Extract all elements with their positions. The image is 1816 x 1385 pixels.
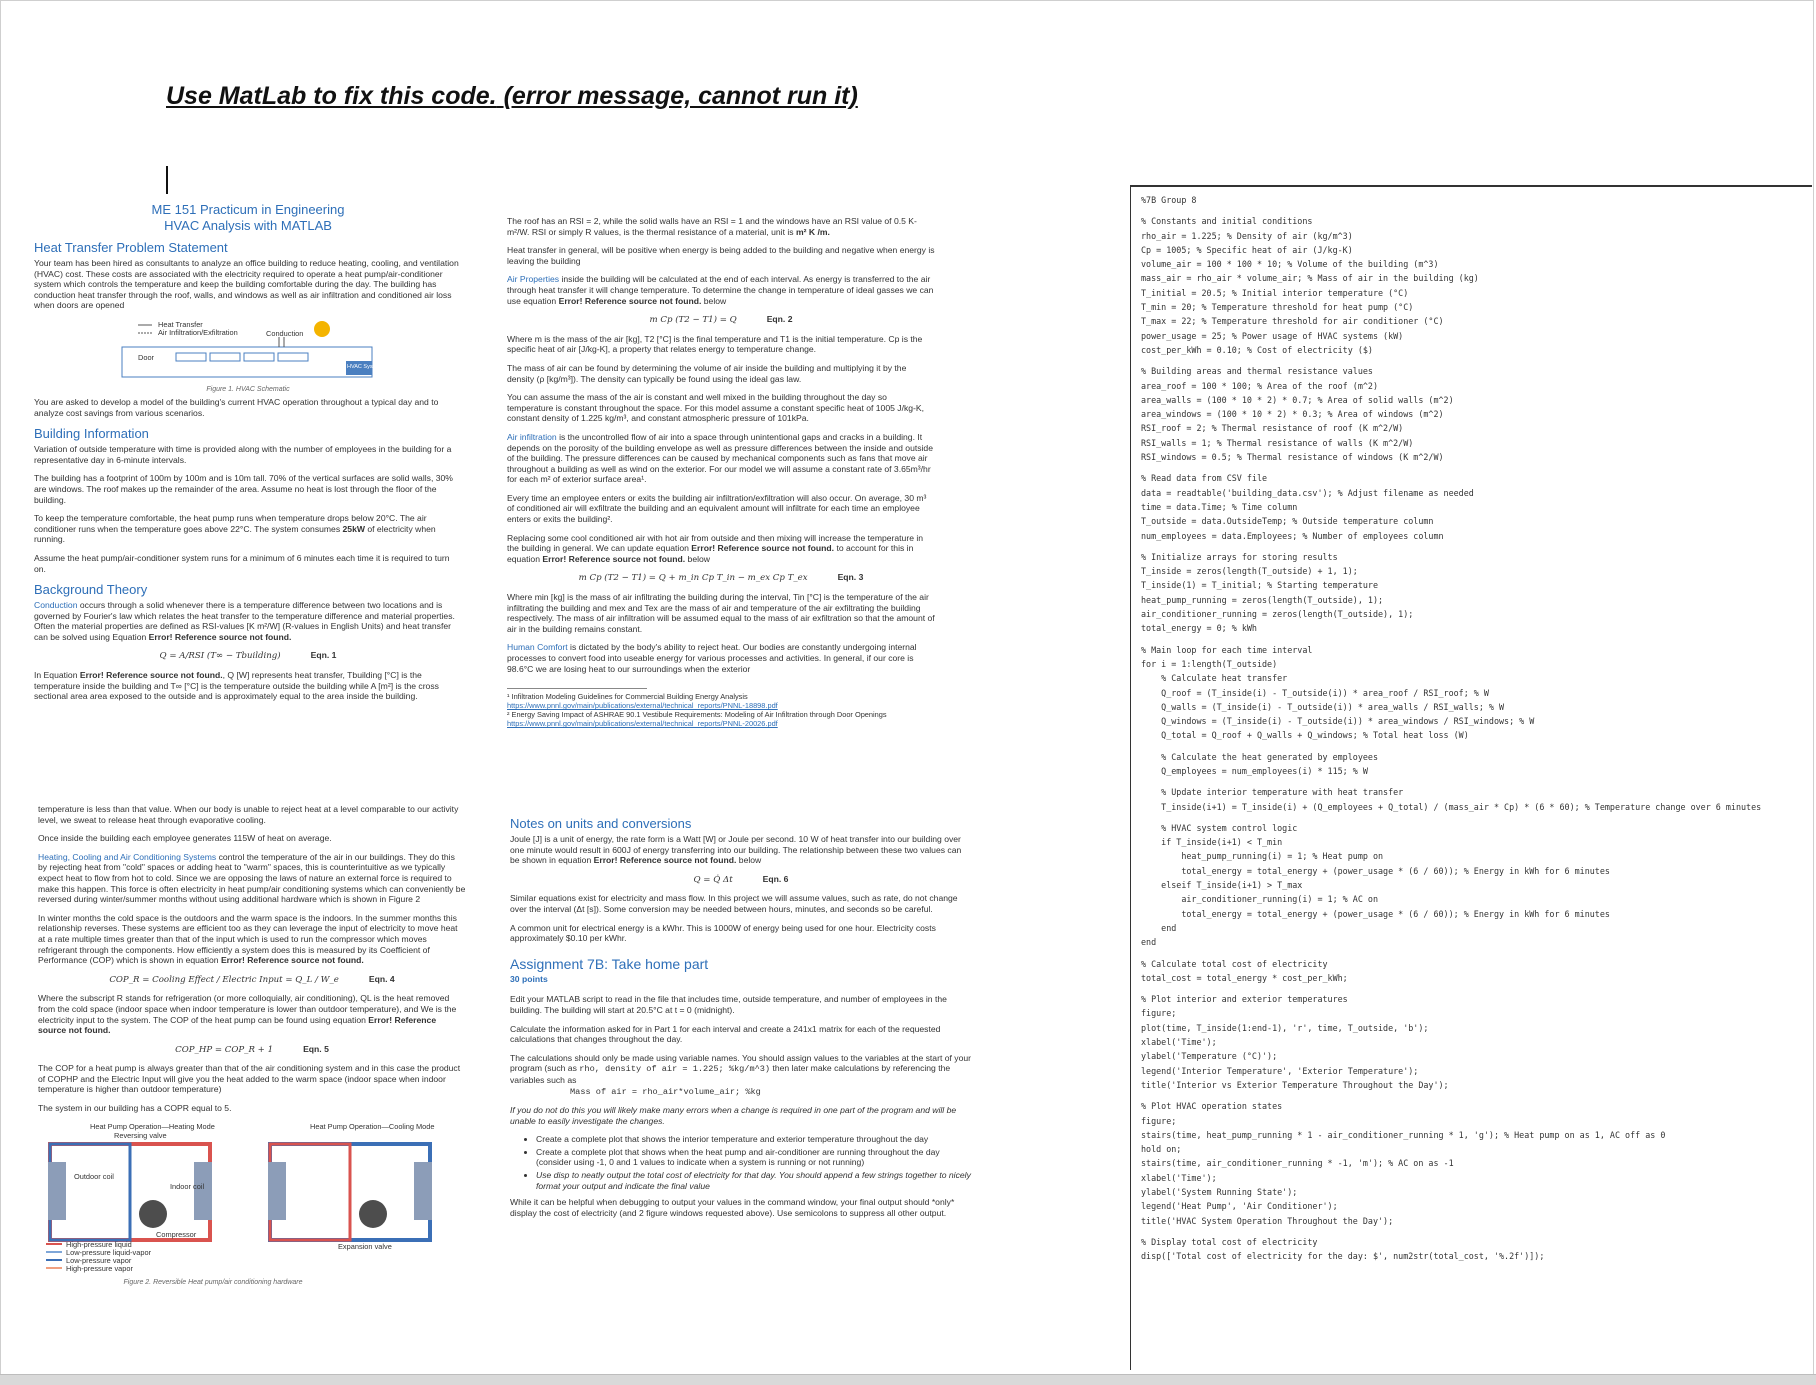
human-comfort-text: is dictated by the body's ability to reject heat. Our bodies are constantly undergoing internal processes to convert food into useable energy for various processes and activities. In general, if our core is 98.6°C we are losing heat to our surroundings when the exterior bbox=[507, 642, 917, 674]
para-mass: Where m is the mass of the air [kg], T2 [°C] is the final temperature and T1 is the initial temperature. Cp is the specific heat of air [J/kg-K], a property that relates energy to temperature change. bbox=[507, 333, 923, 355]
bi3-power: 25kW bbox=[342, 523, 365, 534]
para-cop: The COP for a heat pump is always greater than that of the air conditioning system and in this case the product of COPHP and the Electric Input will give you the heat added to the warm space (indoor space when indoor temperature is higher than outdoor temperature) bbox=[38, 1063, 461, 1095]
fig2-compressor: Compressor bbox=[156, 1229, 197, 1239]
eq1-formula: Q = A/RSI (T∞ − Tbuilding) bbox=[159, 651, 281, 662]
code-line: Q_windows = (T_inside(i) - T_outside(i)) * area_windows / RSI_windows; % W bbox=[1141, 716, 1535, 727]
doc-column-2-upper bbox=[507, 216, 935, 728]
para-assume: You can assume the mass of the air is constant and well mixed in the building throughout the day so temperature is constant throughout the space. For this model assume a constant specific heat of 1005 J/kg-K, constant density of 1.225 kg/m³, and constant atmospheric pressure of 101kPa. bbox=[507, 392, 925, 424]
bi3-text-a: To keep the temperature comfortable, the heat pump runs when temperature drops below 20°C. The air conditioner runs when the temperature goes above 22°C. The system consumes bbox=[34, 513, 427, 534]
para-air-properties bbox=[507, 274, 935, 306]
equation-1 bbox=[34, 650, 462, 662]
fig2-legend-4: High-pressure vapor bbox=[66, 1263, 133, 1273]
figure-heat-pump bbox=[38, 1122, 466, 1292]
code-line: title('Interior vs Exterior Temperature Throughout the Day'); bbox=[1141, 1079, 1449, 1090]
fig1-hvac-label: HVAC System bbox=[347, 363, 382, 370]
subscript-text: Where the subscript R stands for refrigeration (or more colloquially, air conditioning), QL is the heat removed from the cold space (indoor space when indoor temperature is lower than outdoor temperature), and We is the electricity input to the system. The COP of the heat pump can be found using equation bbox=[38, 993, 457, 1025]
para-infiltration bbox=[507, 432, 935, 485]
code-line: % Display total cost of electricity bbox=[1141, 1236, 1318, 1247]
para-roof bbox=[507, 216, 935, 237]
eq3-formula: m Cp (T2 − T1) = Q + m_in Cp T_in − m_ex Cp T_ex bbox=[578, 573, 808, 584]
para-joule bbox=[510, 834, 972, 866]
equation-2 bbox=[507, 314, 935, 326]
ref-error: Error! Reference source not found. bbox=[220, 955, 364, 966]
code-line: plot(time, T_inside(1:end-1), 'r', time, T_outside, 'b'); bbox=[1141, 1022, 1429, 1033]
code-line: legend('Heat Pump', 'Air Conditioner'); bbox=[1141, 1201, 1338, 1212]
fig1-door-label: Door bbox=[138, 352, 155, 362]
eq1-text-a: In Equation bbox=[34, 670, 78, 681]
fig2-outdoor-coil: Outdoor coil bbox=[74, 1171, 114, 1181]
fig2-heating-title: Heat Pump Operation—Heating Mode bbox=[90, 1121, 215, 1131]
conduction-text: occurs through a solid whenever there is a temperature difference between two locations and is governed by Fourier's law which relates the heat transfer to the temperature difference and material properties. Often the material properties are defined as RSI-values [K m²/W] (R-values in English Units) and heat transfer can be solved using Equation bbox=[34, 600, 455, 642]
code-line: end bbox=[1141, 922, 1177, 933]
heading-text: Use MatLab to fix this code. bbox=[166, 82, 497, 110]
eq3-label: Eqn. 3 bbox=[837, 572, 864, 583]
para-temp: temperature is less than that value. When our body is unable to reject heat at a level comparable to our activity level, we sweat to release heat through evaporative cooling. bbox=[38, 804, 459, 825]
ref-error: Error! Reference source not found. bbox=[542, 553, 686, 564]
code-line: rho_air = 1.225; % Density of air (kg/m^3) bbox=[1141, 230, 1353, 241]
code-line bbox=[1141, 985, 1812, 992]
para-edit: Edit your MATLAB script to read in the file that includes time, outside temperature, and number of employees in the building. The building will start at 20.5°C at t = 0 (midnight). bbox=[510, 994, 947, 1015]
para-eq1 bbox=[34, 670, 462, 702]
eq1-label: Eqn. 1 bbox=[310, 650, 337, 661]
joule-below: below bbox=[738, 855, 762, 866]
ref-error: Error! Reference source not found. bbox=[148, 631, 292, 642]
code-line: T_inside = zeros(length(T_outside) + 1, 1); bbox=[1141, 566, 1358, 577]
code-line bbox=[1141, 1228, 1812, 1235]
code-line: figure; bbox=[1141, 1008, 1177, 1019]
code-line: end bbox=[1141, 937, 1157, 948]
code-line: % Plot interior and exterior temperatures bbox=[1141, 994, 1348, 1005]
task-item: • Use disp to neatly output the total cost of electricity for that day. You should append a few strings together to nicely format your output and indicate the final value bbox=[536, 1170, 972, 1191]
fig2-reversing-valve: Reversing valve bbox=[114, 1130, 167, 1140]
para-ifnot: If you do not do this you will likely make many errors when a change is required in one part of the program and will be unable to easily investigate the changes. bbox=[510, 1105, 957, 1126]
section-background-theory: Background Theory bbox=[34, 582, 148, 598]
code-line: total_energy = total_energy + (power_usage * (6 / 60)); % Energy in kWh for 6 minutes bbox=[1141, 908, 1610, 919]
air-properties-below: below bbox=[703, 295, 727, 306]
eq2-formula: m Cp (T2 − T1) = Q bbox=[649, 315, 737, 326]
code-line bbox=[1141, 778, 1812, 785]
footnote-2-link[interactable]: https://www.pnnl.gov/main/publications/external/technical_reports/PNNL-20026.pdf bbox=[507, 719, 778, 729]
code-line: ylabel('Temperature (°C)'); bbox=[1141, 1051, 1278, 1062]
eq6-formula: Q = Q̇ Δt bbox=[693, 874, 733, 885]
code-line: % Plot HVAC operation states bbox=[1141, 1101, 1283, 1112]
task-list bbox=[510, 1134, 972, 1191]
section-heat-transfer: Heat Transfer Problem Statement bbox=[34, 240, 228, 255]
para-bi3 bbox=[34, 513, 462, 545]
para-employee-heat: Once inside the building each employee generates 115W of heat on average. bbox=[38, 833, 332, 844]
section-building-info: Building Information bbox=[34, 426, 149, 442]
code-line: % Calculate heat transfer bbox=[1141, 673, 1288, 684]
code-line: heat_pump_running(i) = 1; % Heat pump on bbox=[1141, 851, 1384, 862]
code-line bbox=[1141, 357, 1812, 364]
code-line: Q_walls = (T_inside(i) - T_outside(i)) * area_walls / RSI_walls; % W bbox=[1141, 701, 1505, 712]
code-line: for i = 1:length(T_outside) bbox=[1141, 658, 1278, 669]
code-line: legend('Interior Temperature', 'Exterior Temperature'); bbox=[1141, 1065, 1419, 1076]
footnote-1: ¹ Infiltration Modeling Guidelines for Commercial Building Energy Analysis bbox=[507, 692, 748, 702]
code-line: disp(['Total cost of electricity for the day: $', num2str(total_cost, '%.2f')]); bbox=[1141, 1251, 1545, 1262]
eq4-formula: COP_R = Cooling Effect / Electric Input = Q_L / W_e bbox=[109, 974, 339, 985]
code-line: volume_air = 100 * 100 * 10; % Volume of the building (m^3) bbox=[1141, 259, 1439, 270]
code-line: Q_employees = num_employees(i) * 115; % W bbox=[1141, 765, 1368, 776]
fig2-expansion-valve: Expansion valve bbox=[338, 1241, 392, 1251]
code-line: elseif T_inside(i+1) > T_max bbox=[1141, 880, 1303, 891]
eq5-formula: COP_HP = COP_R + 1 bbox=[175, 1044, 274, 1055]
code-line: xlabel('Time'); bbox=[1141, 1037, 1217, 1048]
doc-column-1-upper bbox=[34, 202, 462, 710]
para-subscript bbox=[38, 993, 466, 1035]
code-line: RSI_walls = 1; % Thermal resistance of walls (K m^2/W) bbox=[1141, 437, 1414, 448]
text-cursor[interactable] bbox=[166, 166, 168, 194]
air-properties-text: inside the building will be calculated at the end of each interval. As energy is transferred to the air through heat transfer it will change temperature. To determine the change in temperature of ideal gasses we can use equation bbox=[507, 274, 934, 306]
para-kwhr: A common unit for electrical energy is a kWhr. This is 1000W of energy being used for one hour. Electricity costs approximately $0.10 per kWhr. bbox=[510, 922, 936, 944]
code-line bbox=[1141, 543, 1812, 550]
ref-error: Error! Reference source not found. bbox=[79, 670, 223, 681]
replace-text-2: to account for this in equation bbox=[507, 543, 914, 564]
code-line: T_inside(i+1) = T_inside(i) + (Q_employees + Q_total) / (mass_air * Cp) * (6 * 60); % Temperature change over 6 minutes bbox=[1141, 801, 1762, 812]
code-line: %7B Group 8 bbox=[1141, 195, 1197, 205]
code-line: % Initialize arrays for storing results bbox=[1141, 551, 1338, 562]
bottom-scrollbar[interactable] bbox=[0, 1374, 1816, 1385]
code-line: Q_total = Q_roof + Q_walls + Q_windows; % Total heat loss (W) bbox=[1141, 730, 1469, 741]
fig1-legend-air: Air Infiltration/Exfiltration bbox=[158, 327, 238, 337]
doc-title-line2: HVAC Analysis with MATLAB bbox=[164, 218, 332, 233]
code-line: Cp = 1005; % Specific heat of air (J/kg-K) bbox=[1141, 244, 1353, 255]
code-line: if T_inside(i+1) < T_min bbox=[1141, 837, 1283, 848]
code-line: title('HVAC System Operation Throughout the Day'); bbox=[1141, 1215, 1394, 1226]
para-vars bbox=[510, 1053, 972, 1097]
code-line: hold on; bbox=[1141, 1144, 1182, 1155]
code-line: power_usage = 25; % Power usage of HVAC systems (kW) bbox=[1141, 330, 1404, 341]
code-line: % Calculate the heat generated by employees bbox=[1141, 751, 1378, 762]
code-line: % Read data from CSV file bbox=[1141, 473, 1268, 484]
para-density: The mass of air can be found by determining the volume of air inside the building and multiplying it by the density (ρ [kg/m³]). The density can typically be found using the ideal gas law. bbox=[507, 362, 907, 384]
fig1-caption: Figure 1. HVAC Schematic bbox=[206, 385, 290, 393]
winter-text: In winter months the cold space is the outdoors and the warm space is the indoors. In the summer months this relationship reverses. These systems are efficient too as they can leverage the input of electricity to move heat at a rate multiple times greater than that of the input which is used to run the compressor which moves refrigerant through the components. How efficiently a system does this is measured by its Coefficient of Performance (COP) which is shown in equation bbox=[38, 912, 458, 966]
doc-title-line1: ME 151 Practicum in Engineering bbox=[151, 202, 345, 217]
ref-error: Error! Reference source not found. bbox=[593, 855, 737, 866]
code-line: % Calculate total cost of electricity bbox=[1141, 958, 1328, 969]
code-line: air_conditioner_running(i) = 1; % AC on bbox=[1141, 894, 1378, 905]
code-line bbox=[1141, 207, 1812, 214]
hvac-text: control the temperature of the air in our buildings. They do this by rejecting heat from "cold" spaces or adding heat to "warm" spaces, this is counterintuitive as we typically expect heat to flow from hot to cold. Since we are opposing the laws of nature an external force is required to make this happen. This force is often electricity in heat pump/air conditioning systems which can conveniently be reversed during winter/summer months without using additional hardware which is shown in Figure 2 bbox=[38, 851, 466, 905]
assignment-points: 30 points bbox=[510, 973, 548, 984]
figure-hvac-schematic bbox=[34, 319, 462, 397]
code-line: mass_air = rho_air * volume_air; % Mass of air in the building (kg) bbox=[1141, 273, 1479, 284]
code-line: RSI_windows = 0.5; % Thermal resistance of windows (K m^2/W) bbox=[1141, 452, 1444, 463]
code-line: stairs(time, air_conditioner_running * -1, 'm'); % AC on as -1 bbox=[1141, 1158, 1454, 1169]
eq5-label: Eqn. 5 bbox=[303, 1043, 329, 1054]
vars-code-1: rho, density of air = 1.225; %kg/m^3) bbox=[579, 1064, 771, 1075]
code-line: % Building areas and thermal resistance values bbox=[1141, 366, 1373, 377]
code-line: RSI_roof = 2; % Thermal resistance of roof (K m^2/W) bbox=[1141, 423, 1404, 434]
code-line bbox=[1141, 743, 1812, 750]
para-model: You are asked to develop a model of the building's current HVAC operation throughout a typical day and to analyze cost savings from various scenarios. bbox=[34, 396, 439, 418]
para-every: Every time an employee enters or exits the building air infiltration/exfiltration will also occur. On average, 30 m³ of conditioned air will exfiltrate the building and an equivalent amount will infiltrate for each time an employee enters or exits the building². bbox=[507, 492, 927, 525]
heading-paren: (error message, cannot run it) bbox=[503, 82, 858, 110]
para-winter bbox=[38, 913, 466, 966]
code-line: area_walls = (100 * 10 * 2) * 0.7; % Area of solid walls (m^2) bbox=[1141, 394, 1454, 405]
equation-6 bbox=[510, 874, 972, 886]
eq1-text-b: , Q [W] represents heat transfer, Tbuilding [°C] is the temperature inside the building and T∞ [°C] is the temperature outside the building while A [m²] is the cross sectional area area exposed to the outside and is approximately equal to the area inside the building. bbox=[34, 670, 439, 702]
code-line: stairs(time, heat_pump_running * 1 - air_conditioner_running * 1, 'g'); % Heat pump on as 1, AC off as 0 bbox=[1141, 1129, 1666, 1140]
code-line: heat_pump_running = zeros(length(T_outside), 1); bbox=[1141, 594, 1384, 605]
para-heat-sign: Heat transfer in general, will be positive when energy is being added to the building and negative when energy is leaving the building bbox=[507, 245, 935, 266]
code-line: xlabel('Time'); bbox=[1141, 1172, 1217, 1183]
code-line: figure; bbox=[1141, 1115, 1177, 1126]
ref-error: Error! Reference source not found. bbox=[38, 1014, 437, 1036]
code-line: T_max = 22; % Temperature threshold for air conditioner (°C) bbox=[1141, 316, 1444, 327]
fig2-legend-3: Low-pressure vapor bbox=[66, 1255, 132, 1265]
code-line: area_windows = (100 * 10 * 2) * 0.3; % Area of windows (m^2) bbox=[1141, 409, 1444, 420]
equation-5 bbox=[38, 1044, 466, 1056]
code-line: % HVAC system control logic bbox=[1141, 822, 1298, 833]
roof-unit: m² K /m. bbox=[795, 226, 830, 237]
fig2-caption: Figure 2. Reversible Heat pump/air conditioning hardware bbox=[123, 1278, 303, 1286]
code-line: T_inside(1) = T_initial; % Starting temperature bbox=[1141, 580, 1378, 591]
code-line: time = data.Time; % Time column bbox=[1141, 501, 1298, 512]
code-line: data = readtable('building_data.csv'); % Adjust filename as needed bbox=[1141, 487, 1474, 498]
hvac-term: Heating, Cooling and Air Conditioning Systems bbox=[38, 851, 217, 862]
fig2-cooling-title: Heat Pump Operation—Cooling Mode bbox=[310, 1121, 435, 1131]
task-item: • Create a complete plot that shows the interior temperature and exterior temperature throughout the day bbox=[536, 1134, 972, 1145]
replace-text: Replacing some cool conditioned air with hot air from outside and then mixing will increase the temperature in the building in general. We can update equation bbox=[507, 532, 924, 554]
code-line bbox=[1141, 464, 1812, 471]
bi3-text-c: of electricity when running. bbox=[34, 523, 436, 545]
code-line: T_min = 20; % Temperature threshold for heat pump (°C) bbox=[1141, 302, 1414, 313]
question-heading bbox=[166, 82, 858, 111]
para-bi2: The building has a footprint of 100m by 100m and is 10m tall. 70% of the vertical surfaces are solid walls, 30% are windows. The roof makes up the remainder of the area. Assume no heat is lost through the floor of the building. bbox=[34, 473, 453, 505]
matlab-code-panel[interactable] bbox=[1130, 185, 1812, 1370]
code-line bbox=[1141, 814, 1812, 821]
code-line: % Constants and initial conditions bbox=[1141, 216, 1313, 227]
para-bi1: Variation of outside temperature with time is provided along with the number of employees in the building for a representative day in 6-minute intervals. bbox=[34, 444, 452, 465]
para-replace bbox=[507, 533, 935, 565]
vars-text-b: then later make calculations by referencing the variables such as bbox=[510, 1063, 951, 1085]
code-line: Q_roof = (T_inside(i) - T_outside(i)) * area_roof / RSI_roof; % W bbox=[1141, 687, 1489, 698]
ref-error: Error! Reference source not found. bbox=[691, 543, 835, 554]
fig2-legend-1: High-pressure liquid bbox=[66, 1239, 132, 1249]
roof-text: The roof has an RSI = 2, while the solid walls have an RSI = 1 and the windows have an RSI value of 0.5 K-m²/W. RSI or simply R values, is the thermal resistance of a material, unit is bbox=[507, 216, 917, 237]
task-item: • Create a complete plot that shows when the heat pump and air-conditioner are running throughout the day (consider using -1, 0 and 1 values to indicate when a system is running or not running) bbox=[536, 1147, 972, 1168]
section-assignment: Assignment 7B: Take home part bbox=[510, 955, 709, 972]
code-line: area_roof = 100 * 100; % Area of the roof (m^2) bbox=[1141, 380, 1378, 391]
fig2-indoor-coil: Indoor coil bbox=[170, 1181, 205, 1191]
footnote-divider bbox=[507, 688, 647, 689]
infiltration-text: is the uncontrolled flow of air into a space through unintentional gaps and cracks in a building. It depends on the porosity of the building envelope as well as pressure differences between the inside and outside of the building. The pressure differences can be caused by mechanical components such as fans that move air throughout a building as well as wind on the exterior. For our model we will assume a constant rate of 3.65m³/hr for each m² of exterior surface area¹. bbox=[507, 431, 933, 485]
equation-3 bbox=[507, 572, 935, 584]
code-line: cost_per_kWh = 0.10; % Cost of electricity ($) bbox=[1141, 344, 1373, 355]
para-where-m: Where min [kg] is the mass of air infiltrating the building during the interval, Tin [°C] is the temperature of the air infiltrating the building and mex and Tex are the mass of air and temperature of the air exfiltrating the building respectively. The mass of air infiltration will be assumed equal to the mass of air exfiltration so that the amount of air in the building remains constant. bbox=[507, 592, 935, 634]
vars-text-a: The calculations should only be made using variable names. You should assign values to the variables at the start of your program (such as bbox=[510, 1052, 971, 1074]
fig1-conduction-label: Conduction bbox=[266, 328, 304, 338]
doc-column-1-lower bbox=[38, 804, 466, 1292]
footnote-2: ² Energy Saving Impact of ASHRAE 90.1 Vestibule Requirements: Modeling of Air Infiltration through Door Openings bbox=[507, 710, 887, 720]
para-hvac-systems bbox=[38, 852, 466, 905]
eq2-label: Eqn. 2 bbox=[766, 314, 793, 325]
code-line bbox=[1141, 636, 1812, 643]
code-line: num_employees = data.Employees; % Number of employees column bbox=[1141, 530, 1444, 541]
fig1-legend-heat: Heat Transfer bbox=[158, 319, 203, 329]
eq6-label: Eqn. 6 bbox=[762, 873, 789, 884]
doc-column-2-lower bbox=[510, 810, 972, 1226]
para-htp: Your team has been hired as consultants to analyze an office building to reduce heating, cooling, and ventilation (HVAC) cost. These costs are associated with the electricity required to operate a heat pump/air-conditioner system which controls the temperature and keep the building comfortable during the day. The building has conduction heat transfer through the roof, walls, and windows as well as air infiltration and conditioned air loss when doors are opened bbox=[34, 258, 459, 311]
section-notes: Notes on units and conversions bbox=[510, 816, 692, 831]
code-line bbox=[1141, 950, 1812, 957]
vars-code-2: Mass of air = rho_air*volume_air; %kg bbox=[570, 1086, 761, 1097]
para-similar: Similar equations exist for electricity and mass flow. In this project we will assume values, such as rate, do not change over the interval (Δt [s]). Some conversion may be needed between hours, minutes, and seconds so be careful. bbox=[510, 893, 958, 914]
code-line: % Update interior temperature with heat transfer bbox=[1141, 787, 1404, 798]
joule-text: Joule [J] is a unit of energy, the rate form is a Watt [W] or Joule per second. 10 W of heat transfer into our building over one minute would result in 600J of energy transferring into our building. The relationship between these two values can be shown in equation bbox=[510, 834, 962, 866]
code-line: T_initial = 20.5; % Initial interior temperature (°C) bbox=[1141, 287, 1409, 298]
code-line: T_outside = data.OutsideTemp; % Outside temperature column bbox=[1141, 516, 1434, 527]
code-line bbox=[1141, 1092, 1812, 1099]
code-line: air_conditioner_running = zeros(length(T_outside), 1); bbox=[1141, 609, 1414, 620]
equation-4 bbox=[38, 974, 466, 986]
para-calc: Calculate the information asked for in Part 1 for each interval and create a 241x1 matrix for each of the requested calculations that changes throughout the day. bbox=[510, 1023, 941, 1045]
code-line: total_cost = total_energy * cost_per_kWh; bbox=[1141, 972, 1348, 983]
para-bi4: Assume the heat pump/air-conditioner system runs for a minimum of 6 minutes each time it is required to turn on. bbox=[34, 552, 450, 574]
conduction-term: Conduction bbox=[34, 600, 78, 611]
footnote-1-link[interactable]: https://www.pnnl.gov/main/publications/external/technical_reports/PNNL-18898.pdf bbox=[507, 701, 778, 711]
air-properties-term: Air Properties bbox=[507, 274, 560, 285]
eq4-label: Eqn. 4 bbox=[368, 973, 395, 984]
code-line: total_energy = total_energy + (power_usage * (6 / 60)); % Energy in kWh for 6 minutes bbox=[1141, 865, 1610, 876]
infiltration-term: Air infiltration bbox=[507, 431, 557, 442]
para-debug: While it can be helpful when debugging to output your values in the command window, your final output should *only* display the cost of electricity (and 2 figure windows requested above). Use semicolons to suppress all other output. bbox=[510, 1197, 955, 1218]
para-cop5: The system in our building has a COPR equal to 5. bbox=[38, 1103, 232, 1114]
para-human-comfort bbox=[507, 642, 935, 674]
fig2-legend-2: Low-pressure liquid-vapor bbox=[66, 1247, 152, 1257]
ref-error: Error! Reference source not found. bbox=[558, 295, 702, 306]
replace-below: below bbox=[687, 553, 711, 564]
para-conduction bbox=[34, 600, 462, 642]
code-line: total_energy = 0; % kWh bbox=[1141, 623, 1257, 634]
sun-icon bbox=[314, 321, 330, 337]
code-line: ylabel('System Running State'); bbox=[1141, 1187, 1298, 1197]
human-comfort-term: Human Comfort bbox=[507, 642, 568, 653]
code-line: % Main loop for each time interval bbox=[1141, 644, 1313, 655]
